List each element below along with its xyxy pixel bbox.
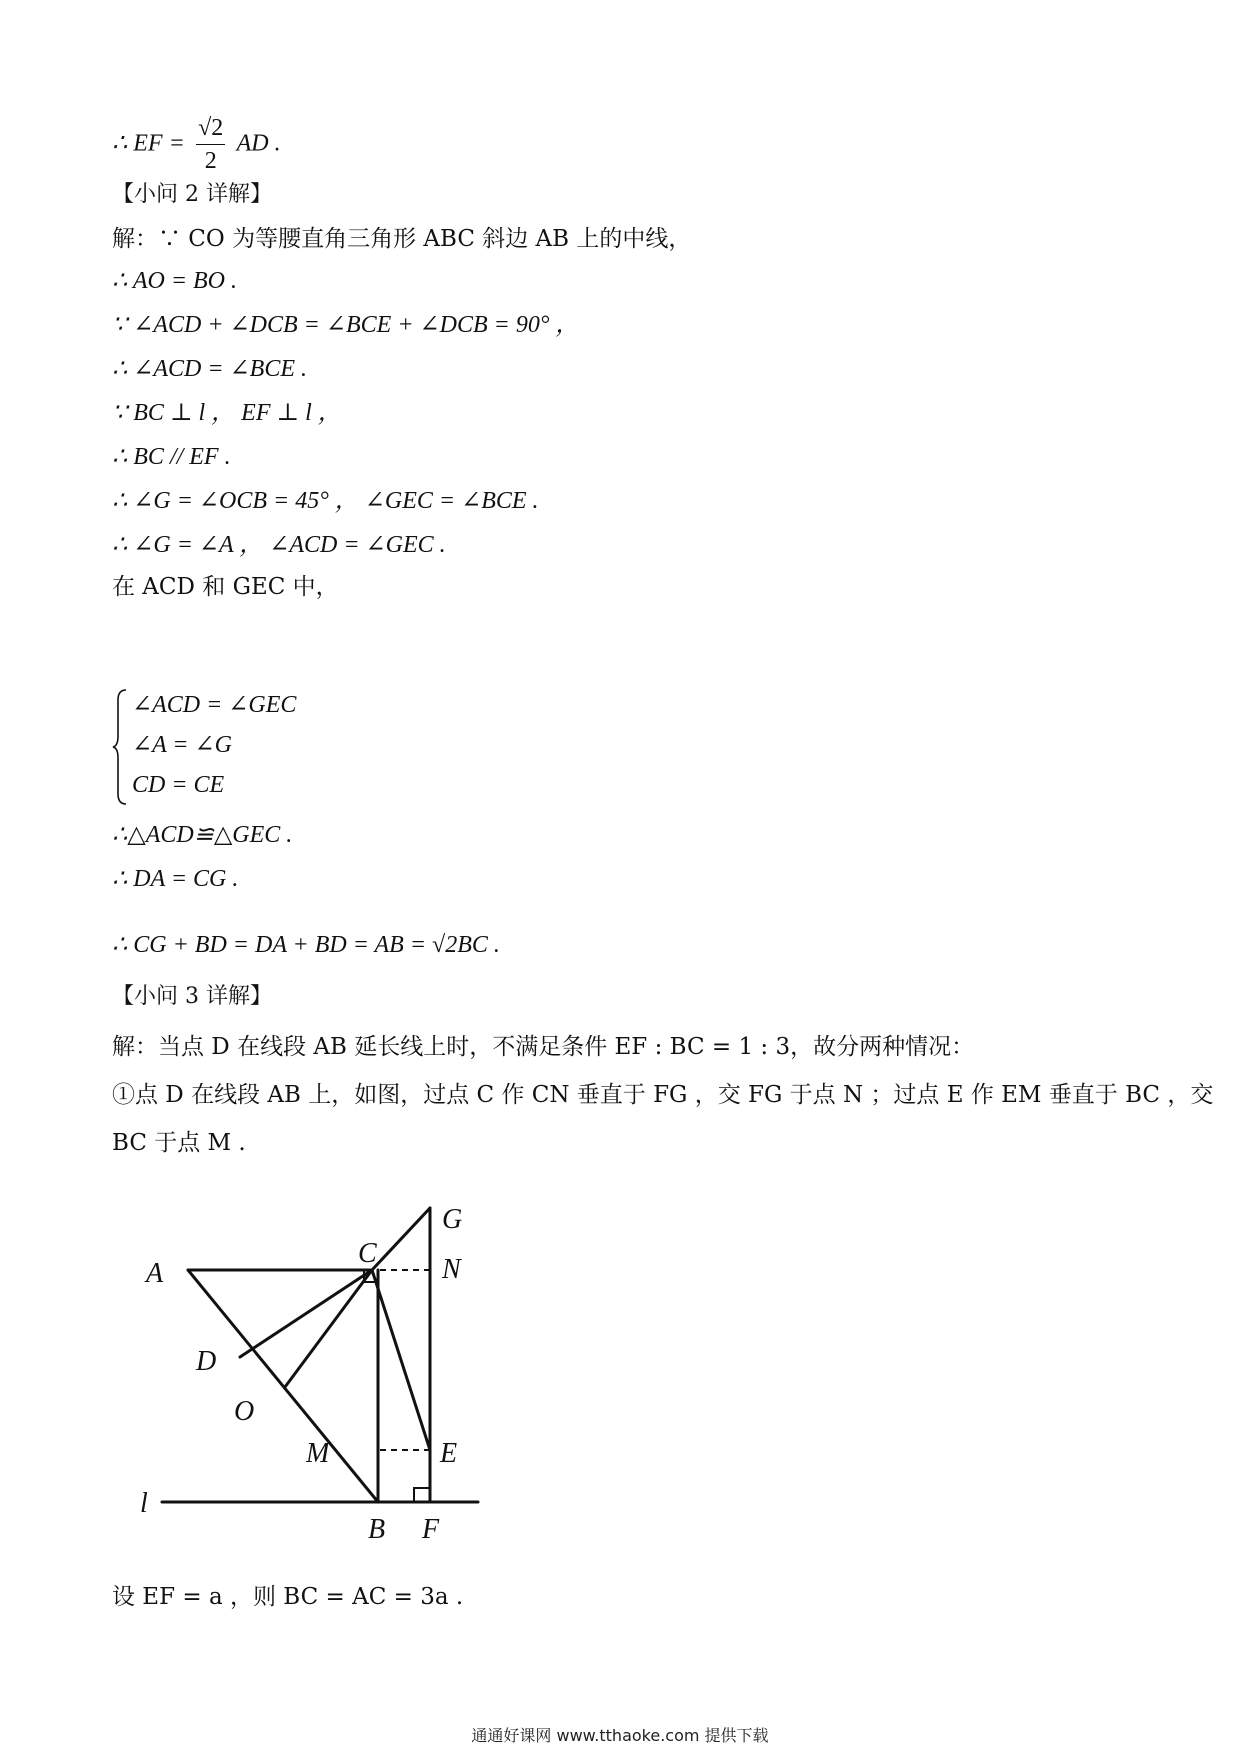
text-line: ∴ BC // EF . <box>112 444 231 470</box>
eq-suffix: AD . <box>236 130 281 157</box>
text-line: BC 于点 M . <box>112 1130 246 1156</box>
segment-ce <box>372 1270 430 1450</box>
text-line: 解：∵ CO 为等腰直角三角形 ABC 斜边 AB 上的中线， <box>112 226 692 252</box>
text-line: ∴ DA = CG . <box>112 866 239 892</box>
text-line: ∴ ∠G = ∠A ， ∠ACD = ∠GEC . <box>112 532 446 558</box>
label-e: E <box>440 1438 458 1469</box>
segment-cd <box>240 1270 372 1357</box>
text-line: ①点 D 在线段 AB 上，如图，过点 C 作 CN 垂直于 FG ，交 FG 于点 N ；过点 E 作 EM 垂直于 BC ，交 <box>112 1082 1214 1108</box>
label-d: D <box>196 1346 217 1377</box>
text-line: ∴△ACD≌△GEC . <box>112 822 293 848</box>
section-heading-2: 【小问 2 详解】 <box>112 182 272 207</box>
text-line: 在 ACD 和 GEC 中， <box>112 574 339 600</box>
label-g: G <box>442 1204 463 1235</box>
segment-co <box>285 1270 372 1387</box>
text-line: ∵ BC ⊥ l ， EF ⊥ l ， <box>112 400 342 426</box>
segment-cg <box>372 1208 430 1270</box>
label-c: C <box>358 1238 377 1269</box>
eq-prefix: ∴ EF = <box>112 130 185 157</box>
label-m: M <box>306 1438 330 1469</box>
label-l: l <box>140 1488 148 1519</box>
text-line: ∴ CG + BD = DA + BD = AB = √2BC . <box>112 932 500 958</box>
label-f: F <box>422 1514 440 1545</box>
section-heading-3: 【小问 3 详解】 <box>112 984 272 1009</box>
system-eq-3: CD = CE <box>132 772 225 798</box>
geometry-figure <box>140 1204 500 1560</box>
footer-source: 通通好课网 www.tthaoke.com 提供下载 <box>471 1726 769 1745</box>
fraction-numerator: √2 <box>196 112 225 145</box>
left-brace-icon <box>112 688 128 806</box>
label-n: N <box>442 1254 461 1285</box>
text-line: 解：当点 D 在线段 AB 延长线上时，不满足条件 EF : BC = 1 : 3，故分两种情况： <box>112 1034 975 1060</box>
system-eq-2: ∠A = ∠G <box>132 732 232 758</box>
label-a: A <box>146 1258 164 1289</box>
right-angle-f <box>414 1488 430 1502</box>
label-o: O <box>234 1396 255 1427</box>
text-line: ∴ ∠G = ∠OCB = 45° ， ∠GEC = ∠BCE . <box>112 488 539 514</box>
text-line: ∴ AO = BO . <box>112 268 238 294</box>
equation-ef-ad <box>112 112 281 177</box>
text-line: 设 EF = a ，则 BC = AC = 3a . <box>112 1584 464 1610</box>
fraction <box>196 112 225 177</box>
system-eq-1: ∠ACD = ∠GEC <box>132 692 297 718</box>
segment-ab <box>188 1270 378 1502</box>
label-b: B <box>368 1514 386 1545</box>
fraction-denominator: 2 <box>204 148 217 174</box>
text-line: ∵ ∠ACD + ∠DCB = ∠BCE + ∠DCB = 90° ， <box>112 312 580 338</box>
text-line: ∴ ∠ACD = ∠BCE . <box>112 356 308 382</box>
